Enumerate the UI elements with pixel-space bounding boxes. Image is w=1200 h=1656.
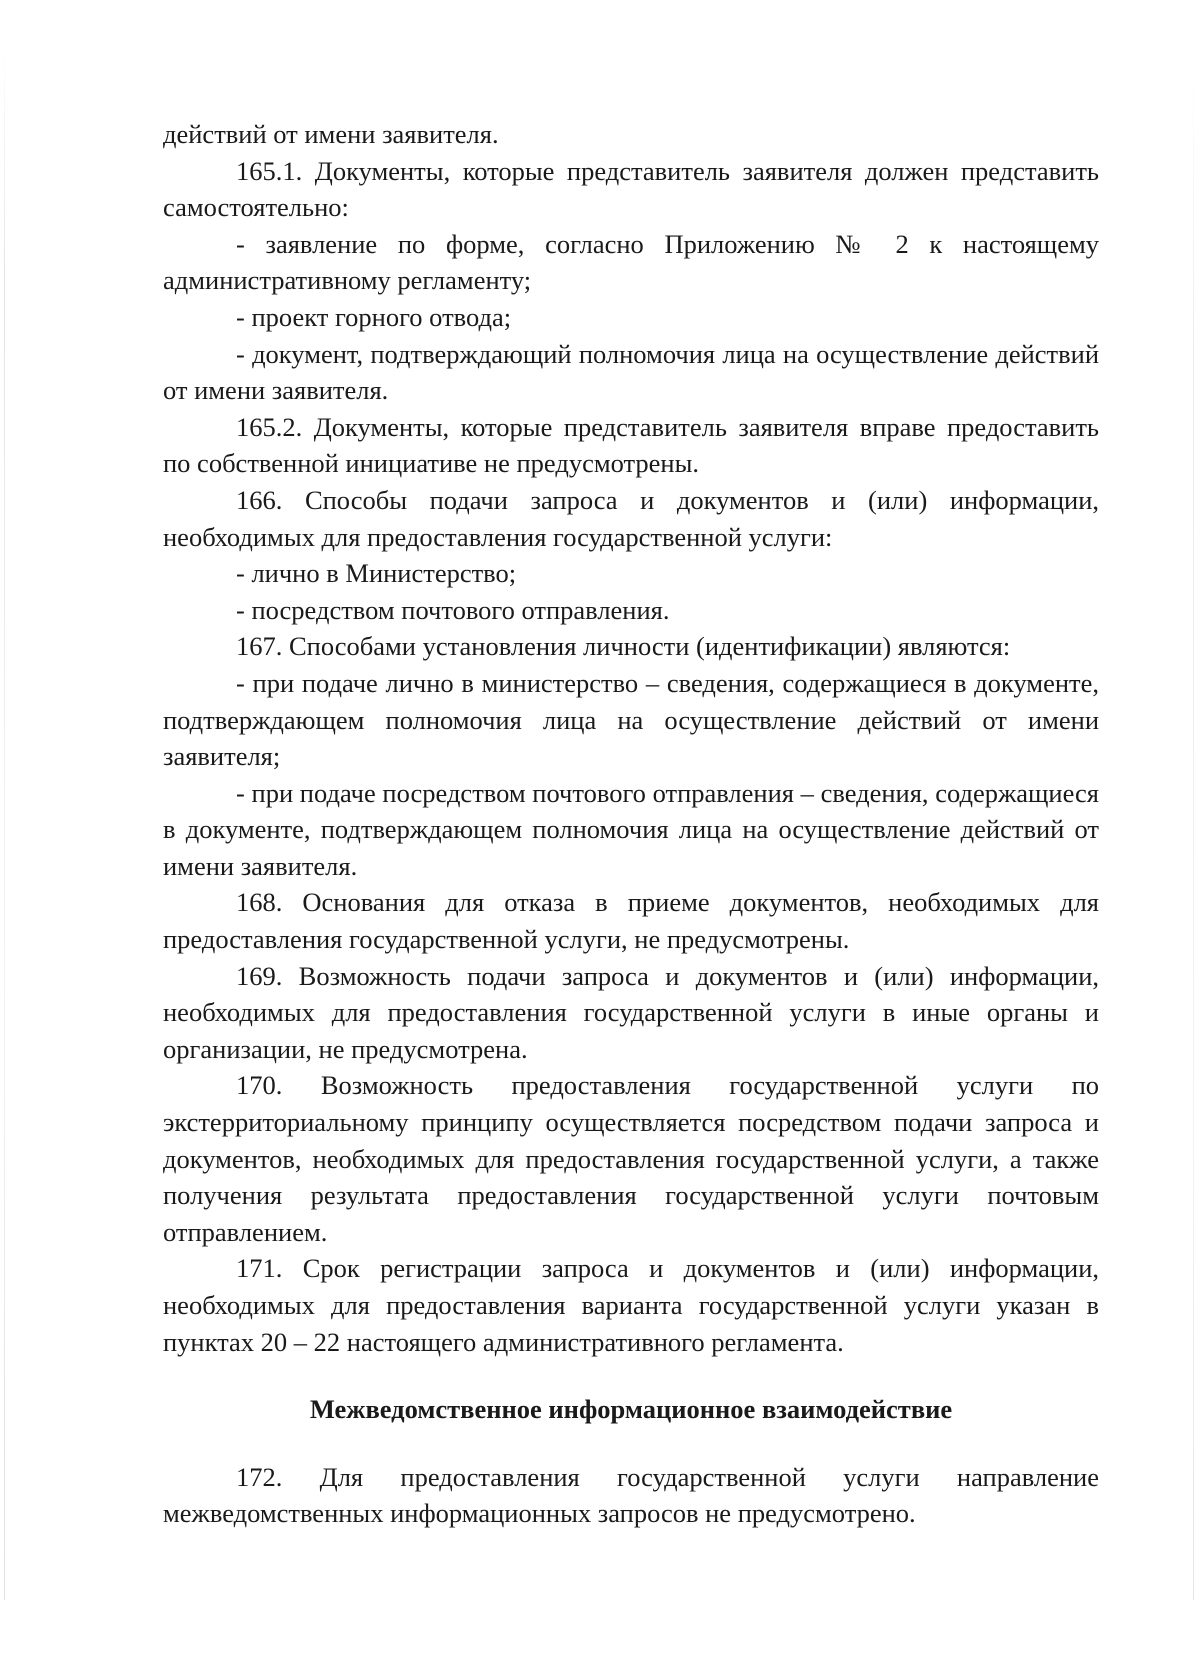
scan-edge-right: [1193, 60, 1194, 1600]
list-item: - при подаче лично в министерство – сведения, содержащиеся в документе, подтверждающем полномочия лица на осуществление действий от имени заявителя;: [163, 667, 1099, 772]
paragraph: 165.2. Документы, которые представитель заявителя вправе предоставить по собственной инициативе не предусмотрены.: [163, 411, 1099, 479]
list-item: - лично в Министерство;: [236, 558, 517, 589]
list-item: - документ, подтверждающий полномочия лица на осуществление действий от имени заявителя.: [163, 338, 1099, 406]
paragraph: 171. Срок регистрации запроса и документов и (или) информации, необходимых для предоставления варианта государственной услуги указан в пунктах 20 – 22 настоящего административного регламента.: [163, 1253, 1099, 1357]
paragraph: 168. Основания для отказа в приеме документов, необходимых для предоставления государственной услуги, не предусмотрены.: [163, 887, 1099, 955]
list-item: - посредством почтового отправления.: [236, 594, 670, 625]
paragraph: 165.1. Документы, которые представитель заявителя должен представить самостоятельно:: [163, 155, 1099, 223]
paragraph: 166. Способы подачи запроса и документов и (или) информации, необходимых для предоставления государственной услуги:: [163, 484, 1099, 552]
paragraph: 169. Возможность подачи запроса и документов и (или) информации, необходимых для предоставления государственной услуги в иные органы и организации, не предусмотрена.: [163, 960, 1099, 1064]
document-body: [163, 116, 1099, 1532]
scan-edge-left: [4, 40, 5, 1600]
section-heading: Межведомственное информационное взаимодействие: [309, 1394, 953, 1425]
paragraph: действий от имени заявителя.: [163, 119, 499, 149]
list-item: - при подаче посредством почтового отправления – сведения, содержащиеся в документе, подтверждающем полномочия лица на осуществление действий от имени заявителя.: [163, 777, 1099, 881]
paragraph: 170. Возможность предоставления государственной услуги по экстерриториальному принципу осуществляется посредством подачи запроса и документов, необходимых для предоставления государственной услуги, а также получения результата предоставления государственной услуги почтовым отправлением.: [163, 1070, 1099, 1247]
paragraph: 172. Для предоставления государственной услуги направление межведомственных информационных запросов не предусмотрено.: [163, 1461, 1099, 1529]
paragraph: 167. Способами установления личности (идентификации) являются:: [236, 631, 1011, 662]
list-item: - проект горного отвода;: [236, 301, 512, 332]
list-item: - заявление по форме, согласно Приложению № 2 к настоящему административному регламенту;: [163, 228, 1099, 296]
